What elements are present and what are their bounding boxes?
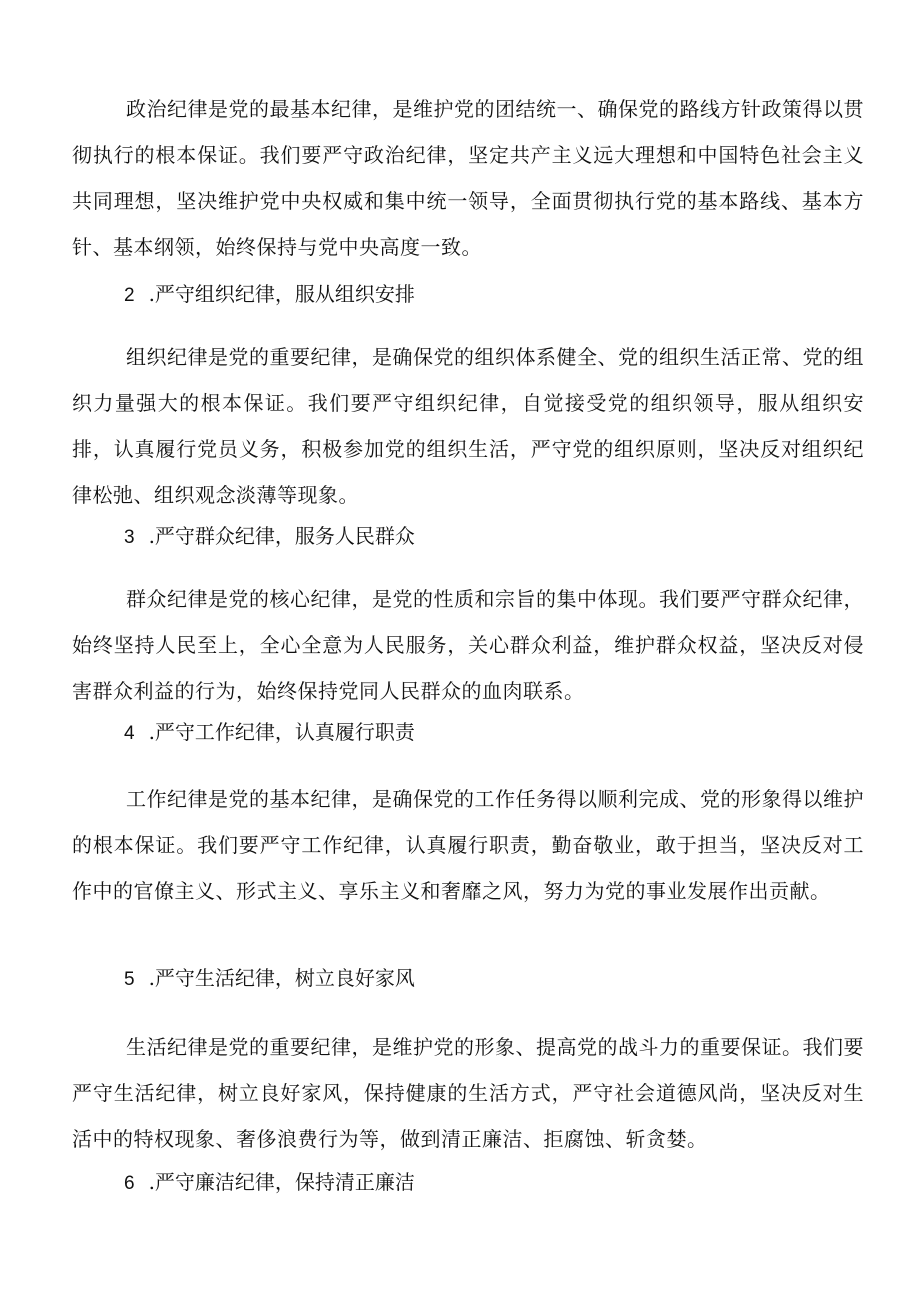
- section-number: 2: [124, 285, 135, 306]
- section-title: .严守群众纪律，服务人民群众: [148, 524, 415, 548]
- section-number: 4: [124, 723, 135, 744]
- section-heading-life-discipline: [124, 958, 415, 1000]
- section-number: 6: [124, 1173, 135, 1194]
- section-title: .严守工作纪律，认真履行职责: [148, 720, 415, 744]
- paragraph-life-discipline: 生活纪律是党的重要纪律，是维护党的形象、提高党的战斗力的重要保证。我们要严守生活纪律，树立良好家风，保持健康的生活方式，严守社会道德风尚，坚决反对生活中的特权现象、奢侈浪费行为等，做到清正廉洁、拒腐蚀、斩贪婪。: [72, 1035, 864, 1151]
- section-title: .严守生活纪律，树立良好家风: [148, 966, 415, 990]
- section-number: 3: [124, 527, 135, 548]
- section-heading-work-discipline: [124, 712, 415, 754]
- section-title: .严守廉洁纪律，保持清正廉洁: [148, 1170, 415, 1194]
- paragraph-work-discipline: 工作纪律是党的基本纪律，是确保党的工作任务得以顺利完成、党的形象得以维护的根本保证。我们要严守工作纪律，认真履行职责，勤奋敬业，敢于担当，坚决反对工作中的官僚主义、形式主义、享乐主义和奢靡之风，努力为党的事业发展作出贡献。: [72, 787, 864, 903]
- paragraph-political-discipline: 政治纪律是党的最基本纪律，是维护党的团结统一、确保党的路线方针政策得以贯彻执行的根本保证。我们要严守政治纪律，坚定共产主义远大理想和中国特色社会主义共同理想，坚决维护党中央权威和集中统一领导，全面贯彻执行党的基本路线、基本方针、基本纲领，始终保持与党中央高度一致。: [72, 97, 864, 259]
- section-number: 5: [124, 969, 135, 990]
- section-heading-mass-discipline: [124, 516, 415, 558]
- paragraph-mass-discipline: 群众纪律是党的核心纪律，是党的性质和宗旨的集中体现。我们要严守群众纪律，始终坚持人民至上，全心全意为人民服务，关心群众利益，维护群众权益，坚决反对侵害群众利益的行为，始终保持党同人民群众的血肉联系。: [72, 587, 864, 703]
- paragraph-organizational-discipline: 组织纪律是党的重要纪律，是确保党的组织体系健全、党的组织生活正常、党的组织力量强大的根本保证。我们要严守组织纪律，自觉接受党的组织领导，服从组织安排，认真履行党员义务，积极参加党的组织生活，严守党的组织原则，坚决反对组织纪律松弛、组织观念淡薄等现象。: [72, 345, 864, 507]
- section-title: .严守组织纪律，服从组织安排: [148, 282, 415, 306]
- section-heading-organizational-discipline: [124, 274, 415, 316]
- section-heading-integrity-discipline: [124, 1162, 415, 1204]
